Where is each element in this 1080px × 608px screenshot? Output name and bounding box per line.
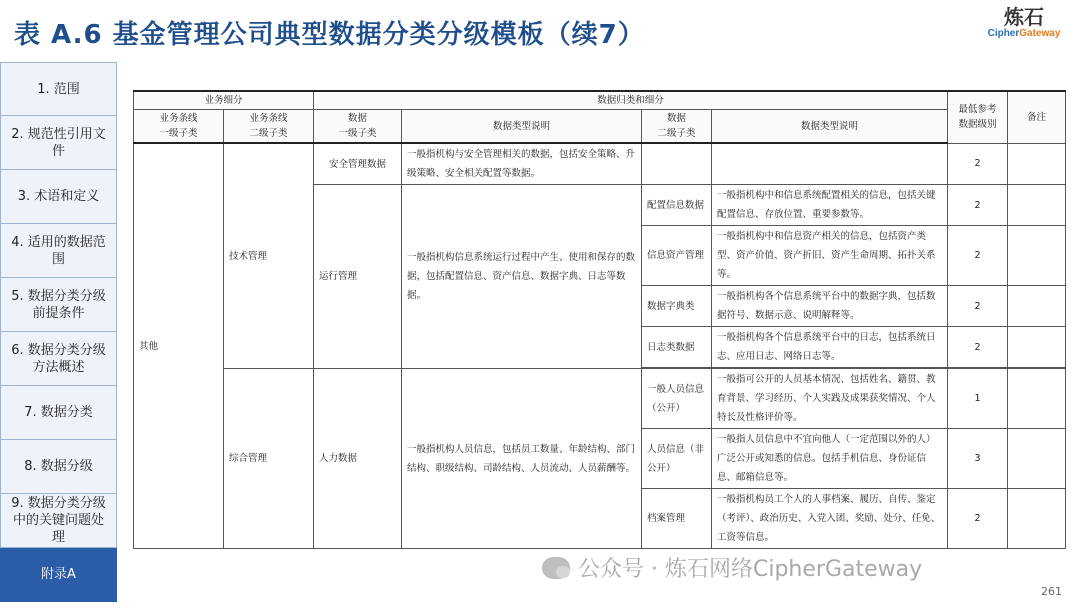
cell-data-l2: 信息资产管理 <box>642 226 712 286</box>
cell-desc1: 一般指机构信息系统运行过程中产生、使用和保存的数据，包括配置信息、资产信息、数据字典、日志等数据。 <box>402 185 642 369</box>
classification-table <box>133 90 1066 549</box>
page-title: 表 A.6 基金管理公司典型数据分类分级模板（续7） <box>14 20 645 50</box>
page-number: 261 <box>1041 585 1062 598</box>
cell-data-l2: 配置信息数据 <box>642 185 712 226</box>
logo-text: CipherGateway <box>987 28 1061 39</box>
cell-group-tech: 技术管理 <box>224 143 314 369</box>
logo-mark: 炼石 <box>1004 5 1044 29</box>
sidebar-item-terms[interactable]: 3. 术语和定义 <box>0 170 117 224</box>
cell-data-l1: 人力数据 <box>314 369 402 549</box>
sidebar-item-grading[interactable]: 8. 数据分级 <box>0 440 117 494</box>
logo <box>982 6 1066 42</box>
header-remark: 备注 <box>1008 91 1066 143</box>
header-data-l2: 数据 二级子类 <box>642 110 712 144</box>
sidebar-item-classification[interactable]: 7. 数据分类 <box>0 386 117 440</box>
cell-remark <box>1008 226 1066 286</box>
header-level: 最低参考 数据级别 <box>948 91 1008 143</box>
header-desc2: 数据类型说明 <box>712 110 948 144</box>
header-biz-l2: 业务条线 二级子类 <box>224 110 314 144</box>
sidebar-nav <box>0 62 117 608</box>
cell-remark <box>1008 429 1066 489</box>
header-data-l1: 数据 一级子类 <box>314 110 402 144</box>
sidebar-item-method-overview[interactable]: 6. 数据分类分级方法概述 <box>0 332 117 386</box>
table-row <box>134 143 1066 185</box>
sidebar-item-preconditions[interactable]: 5. 数据分类分级前提条件 <box>0 278 117 332</box>
cell-data-l1: 安全管理数据 <box>314 143 402 185</box>
cell-level: 2 <box>948 143 1008 185</box>
cell-remark <box>1008 143 1066 185</box>
cell-desc1: 一般指机构与安全管理相关的数据，包括安全策略、升级策略、安全相关配置等数据。 <box>402 143 642 185</box>
sidebar-item-data-range[interactable]: 4. 适用的数据范围 <box>0 224 117 278</box>
cell-data-l2 <box>642 143 712 185</box>
cell-level: 2 <box>948 327 1008 368</box>
cell-desc2: 一般指可公开的人员基本情况、包括姓名、籍贯、教育背景、学习经历、个人实践及成果获奖情况、个人特长及性格评价等。 <box>712 369 948 429</box>
cell-desc2: 一般指机构各个信息系统平台中的日志，包括系统日志、应用日志、网络日志等。 <box>712 327 948 368</box>
cell-data-l2: 日志类数据 <box>642 327 712 368</box>
cell-remark <box>1008 185 1066 226</box>
cell-desc2: 一般指人员信息中不宜向他人（一定范围以外的人）广泛公开或知悉的信息。包括手机信息、身份证信息、邮箱信息等。 <box>712 429 948 489</box>
watermark <box>542 552 922 583</box>
cell-level: 2 <box>948 185 1008 226</box>
cell-level: 2 <box>948 489 1008 549</box>
cell-desc2: 一般指机构中和信息资产相关的信息，包括资产类型、资产价值、资产折旧、资产生命周期、拓扑关系等。 <box>712 226 948 286</box>
cell-data-l2: 数据字典类 <box>642 286 712 327</box>
cell-remark <box>1008 489 1066 549</box>
cell-data-l2: 人员信息（非公开） <box>642 429 712 489</box>
sidebar-item-appendix-a[interactable]: 附录A <box>0 548 117 602</box>
header-biz-l1: 业务条线 一级子类 <box>134 110 224 144</box>
header-desc1: 数据类型说明 <box>402 110 642 144</box>
cell-group-comp: 综合管理 <box>224 369 314 549</box>
wechat-icon <box>542 557 570 579</box>
watermark-text: 公众号 · 炼石网络CipherGateway <box>578 557 923 582</box>
cell-level: 1 <box>948 369 1008 429</box>
cell-remark <box>1008 369 1066 429</box>
cell-data-l1: 运行管理 <box>314 185 402 369</box>
cell-desc2: 一般指机构中和信息系统配置相关的信息，包括关键配置信息、存放位置、重要参数等。 <box>712 185 948 226</box>
sidebar-item-key-issues[interactable]: 9. 数据分类分级中的关键问题处理 <box>0 494 117 548</box>
cell-desc2: 一般指机构各个信息系统平台中的数据字典，包括数据符号、数据示意、说明解释等。 <box>712 286 948 327</box>
cell-remark <box>1008 286 1066 327</box>
sidebar-item-scope[interactable]: 1. 范围 <box>0 62 117 116</box>
cell-level: 2 <box>948 286 1008 327</box>
cell-data-l2: 一般人员信息（公开） <box>642 369 712 429</box>
cell-desc2 <box>712 143 948 185</box>
cell-desc1: 一般指机构人员信息，包括员工数量、年龄结构、部门结构、职级结构、司龄结构、人员流动、人员薪酬等。 <box>402 369 642 549</box>
sidebar-item-normative-references[interactable]: 2. 规范性引用文件 <box>0 116 117 170</box>
cell-level: 2 <box>948 226 1008 286</box>
table-row <box>134 369 1066 429</box>
cell-desc2: 一般指机构员工个人的人事档案、履历、自传、鉴定（考评）、政治历史、入党入团、奖励、处分、任免、工资等信息。 <box>712 489 948 549</box>
cell-level: 3 <box>948 429 1008 489</box>
cell-biz-l1: 其他 <box>134 143 224 549</box>
cell-data-l2: 档案管理 <box>642 489 712 549</box>
header-business-group: 业务细分 <box>134 91 314 110</box>
cell-remark <box>1008 327 1066 368</box>
header-data-group: 数据归类和细分 <box>314 91 948 110</box>
